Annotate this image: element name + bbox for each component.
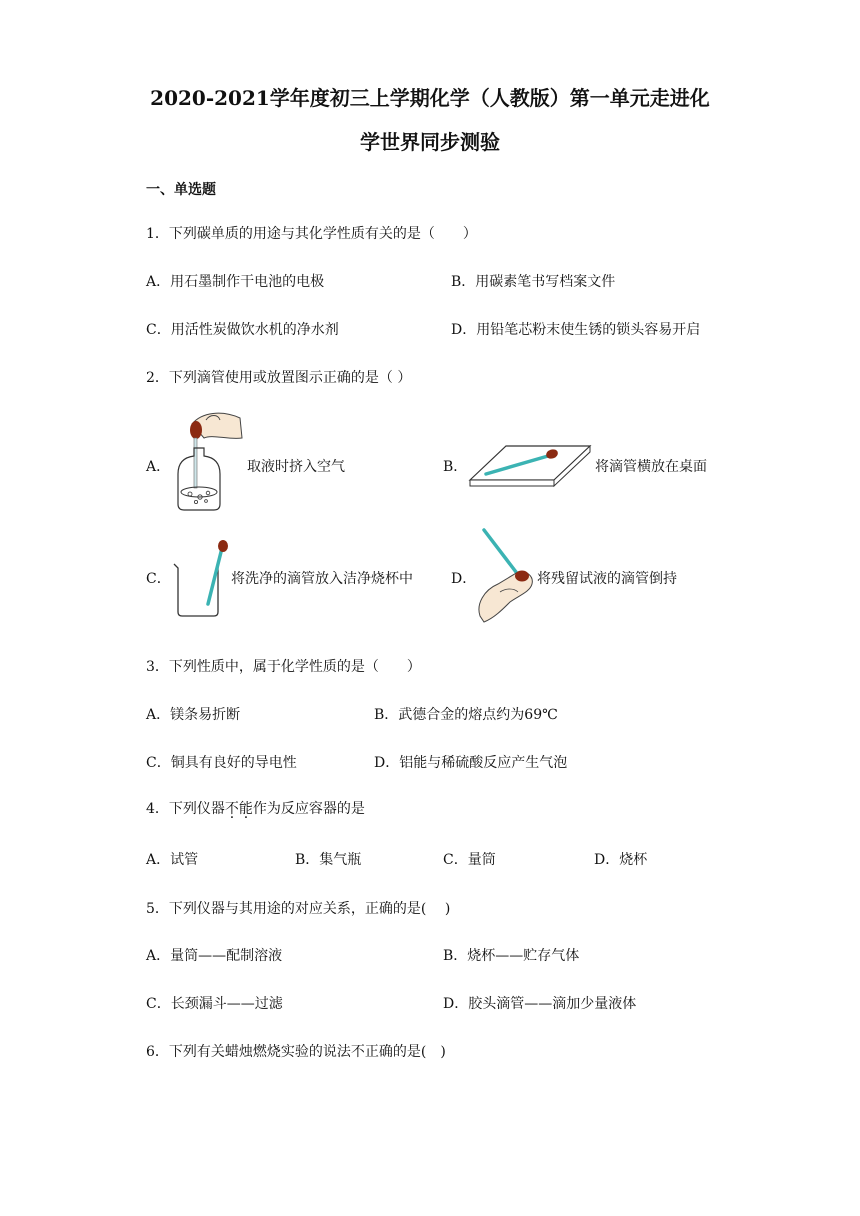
dropper-in-beaker-image [170,538,228,618]
dropper-held-inverted-image [474,526,538,626]
q1-option-b: B．用碳素笔书写档案文件 [451,274,616,290]
q4-stem-post: 作为反应容器的是 [252,801,365,817]
q1-option-c: C．用活性炭做饮水机的净水剂 [146,322,339,338]
dropper-squeeze-air-image [172,404,244,516]
q4-stem-emphasis-1: 不 [224,801,239,817]
q5-option-a: A．量筒——配制溶液 [146,948,283,964]
q4-option-b: B．集气瓶 [295,852,362,868]
q4-stem-pre: 4．下列仪器 [146,801,225,817]
q2-option-a-label: A． [146,459,171,475]
q2-option-c-text: 将洗净的滴管放入洁净烧杯中 [231,571,413,587]
q2-option-c-label: C． [146,571,171,587]
q5-option-b: B．烧杯——贮存气体 [443,948,580,964]
q6-stem: 6．下列有关蜡烛燃烧实验的说法不正确的是( ) [146,1044,446,1060]
q2-option-b-text: 将滴管横放在桌面 [595,459,707,475]
q3-option-d: D．铝能与稀硫酸反应产生气泡 [374,755,568,771]
q1-stem: 1．下列碳单质的用途与其化学性质有关的是（ ） [146,226,477,242]
q2-option-d-label: D． [451,571,477,587]
q4-option-d: D．烧杯 [594,852,648,868]
q3-option-c: C．铜具有良好的导电性 [146,755,297,771]
q2-option-a-text: 取液时挤入空气 [247,459,345,475]
q5-option-d: D．胶头滴管——滴加少量液体 [443,996,637,1012]
q4-option-a: A．试管 [146,852,199,868]
dropper-on-table-image [466,438,592,490]
section-heading: 一、单选题 [146,182,216,198]
q4-option-c: C．量筒 [443,852,496,868]
q3-stem: 3．下列性质中，属于化学性质的是（ ） [146,659,421,675]
q5-option-c: C．长颈漏斗——过滤 [146,996,283,1012]
q2-option-d-text: 将残留试液的滴管倒持 [537,571,677,587]
q4-stem-emphasis-2: 能 [238,801,253,817]
q2-option-b-label: B． [443,459,468,475]
q2-stem: 2．下列滴管使用或放置图示正确的是（ ） [146,370,412,386]
q3-option-b: B．武德合金的熔点约为69℃ [374,707,558,723]
q3-option-a: A．镁条易折断 [146,707,241,723]
q5-stem: 5．下列仪器与其用途的对应关系，正确的是( ) [146,901,451,917]
q4-stem [146,798,365,818]
doc-title-line1: 2020-2021学年度初三上学期化学（人教版）第一单元走进化 [150,86,710,110]
q1-option-a: A．用石墨制作干电池的电极 [146,274,325,290]
doc-title-line2: 学世界同步测验 [360,130,500,154]
q1-option-d: D．用铅笔芯粉末使生锈的锁头容易开启 [451,322,701,338]
